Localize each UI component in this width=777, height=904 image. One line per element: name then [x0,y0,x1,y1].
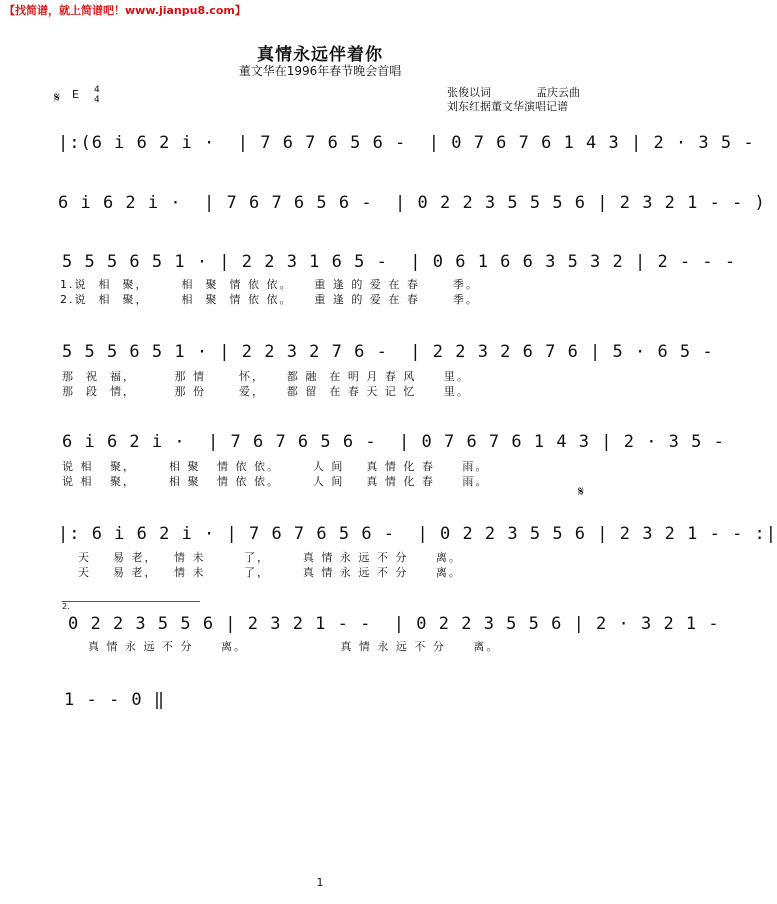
key-label: E [72,88,79,101]
lyric-line-6-1: 天 易 老， 情 未 了， 真 情 永 远 不 分 离。 [78,551,462,564]
lyric-line-5-1: 说 相 聚， 相 聚 情 依 依。 人 间 真 情 化 春 雨。 [62,460,489,473]
melody-line-2: 6 i 6 2 i · | 7 6 7 6 5 6 - | 0 2 2 3 5 5 5 6 | 2 3 2 1 - - ) [58,193,766,213]
lyric-line-3-2: 2.说 相 聚， 相 聚 情 依 依。 重 逢 的 爱 在 春 季。 [60,293,479,306]
lyric-line-3-1: 1.说 相 聚， 相 聚 情 依 依。 重 逢 的 爱 在 春 季。 [60,278,479,291]
melody-line-4: 5 5 5 6 5 1 · | 2 2 3 2 7 6 - | 2 2 3 2 6 7 6 | 5 · 6 5 - [62,342,714,362]
page-number: 1 [316,876,324,889]
volta-label: 2. [62,602,70,611]
melody-line-8: 1 - - 0 ‖ [64,690,166,710]
composer-credit: 孟庆云曲 [536,86,580,99]
transcriber-credit: 刘东红据董文华演唱记谱 [447,100,568,113]
segno-icon: 𝄋 [578,484,585,500]
lyricist-credit: 张俊以词 [447,86,491,99]
time-top: 4 [94,85,100,95]
segno-icon: 𝄋 [54,90,61,106]
melody-line-3: 5 5 5 6 5 1 · | 2 2 3 1 6 5 - | 0 6 1 6 6 3 5 3 2 | 2 - - - [62,252,737,272]
time-signature [94,85,100,105]
lyric-line-7-1: 真 情 永 远 不 分 离。 真 情 永 远 不 分 离。 [88,640,500,653]
melody-line-7: 0 2 2 3 5 5 6 | 2 3 2 1 - - | 0 2 2 3 5 5 6 | 2 · 3 2 1 - [68,614,720,634]
site-banner: 【找简谱，就上简谱吧！www.jianpu8.com】 [4,4,246,17]
melody-line-6: |: 6 i 6 2 i · | 7 6 7 6 5 6 - | 0 2 2 3 5 5 6 | 2 3 2 1 - - :| [58,524,777,544]
melody-line-1: |:(6 i 6 2 i · | 7 6 7 6 5 6 - | 0 7 6 7 6 1 4 3 | 2 · 3 5 - [58,133,755,153]
song-title: 真情永远伴着你 [257,45,383,65]
volta-bracket [62,601,200,602]
song-subtitle: 董文华在1996年春节晚会首唱 [238,64,402,78]
time-bottom: 4 [94,95,100,105]
lyric-line-4-2: 那 段 情， 那 份 爱， 都 留 在 春 天 记 忆 里。 [62,385,470,398]
lyric-line-4-1: 那 祝 福， 那 情 怀， 都 融 在 明 月 春 风 里。 [62,370,470,383]
lyric-line-6-2: 天 易 老， 情 未 了， 真 情 永 远 不 分 离。 [78,566,462,579]
melody-line-5: 6 i 6 2 i · | 7 6 7 6 5 6 - | 0 7 6 7 6 1 4 3 | 2 · 3 5 - [62,432,725,452]
lyric-line-5-2: 说 相 聚， 相 聚 情 依 依。 人 间 真 情 化 春 雨。 [62,475,489,488]
